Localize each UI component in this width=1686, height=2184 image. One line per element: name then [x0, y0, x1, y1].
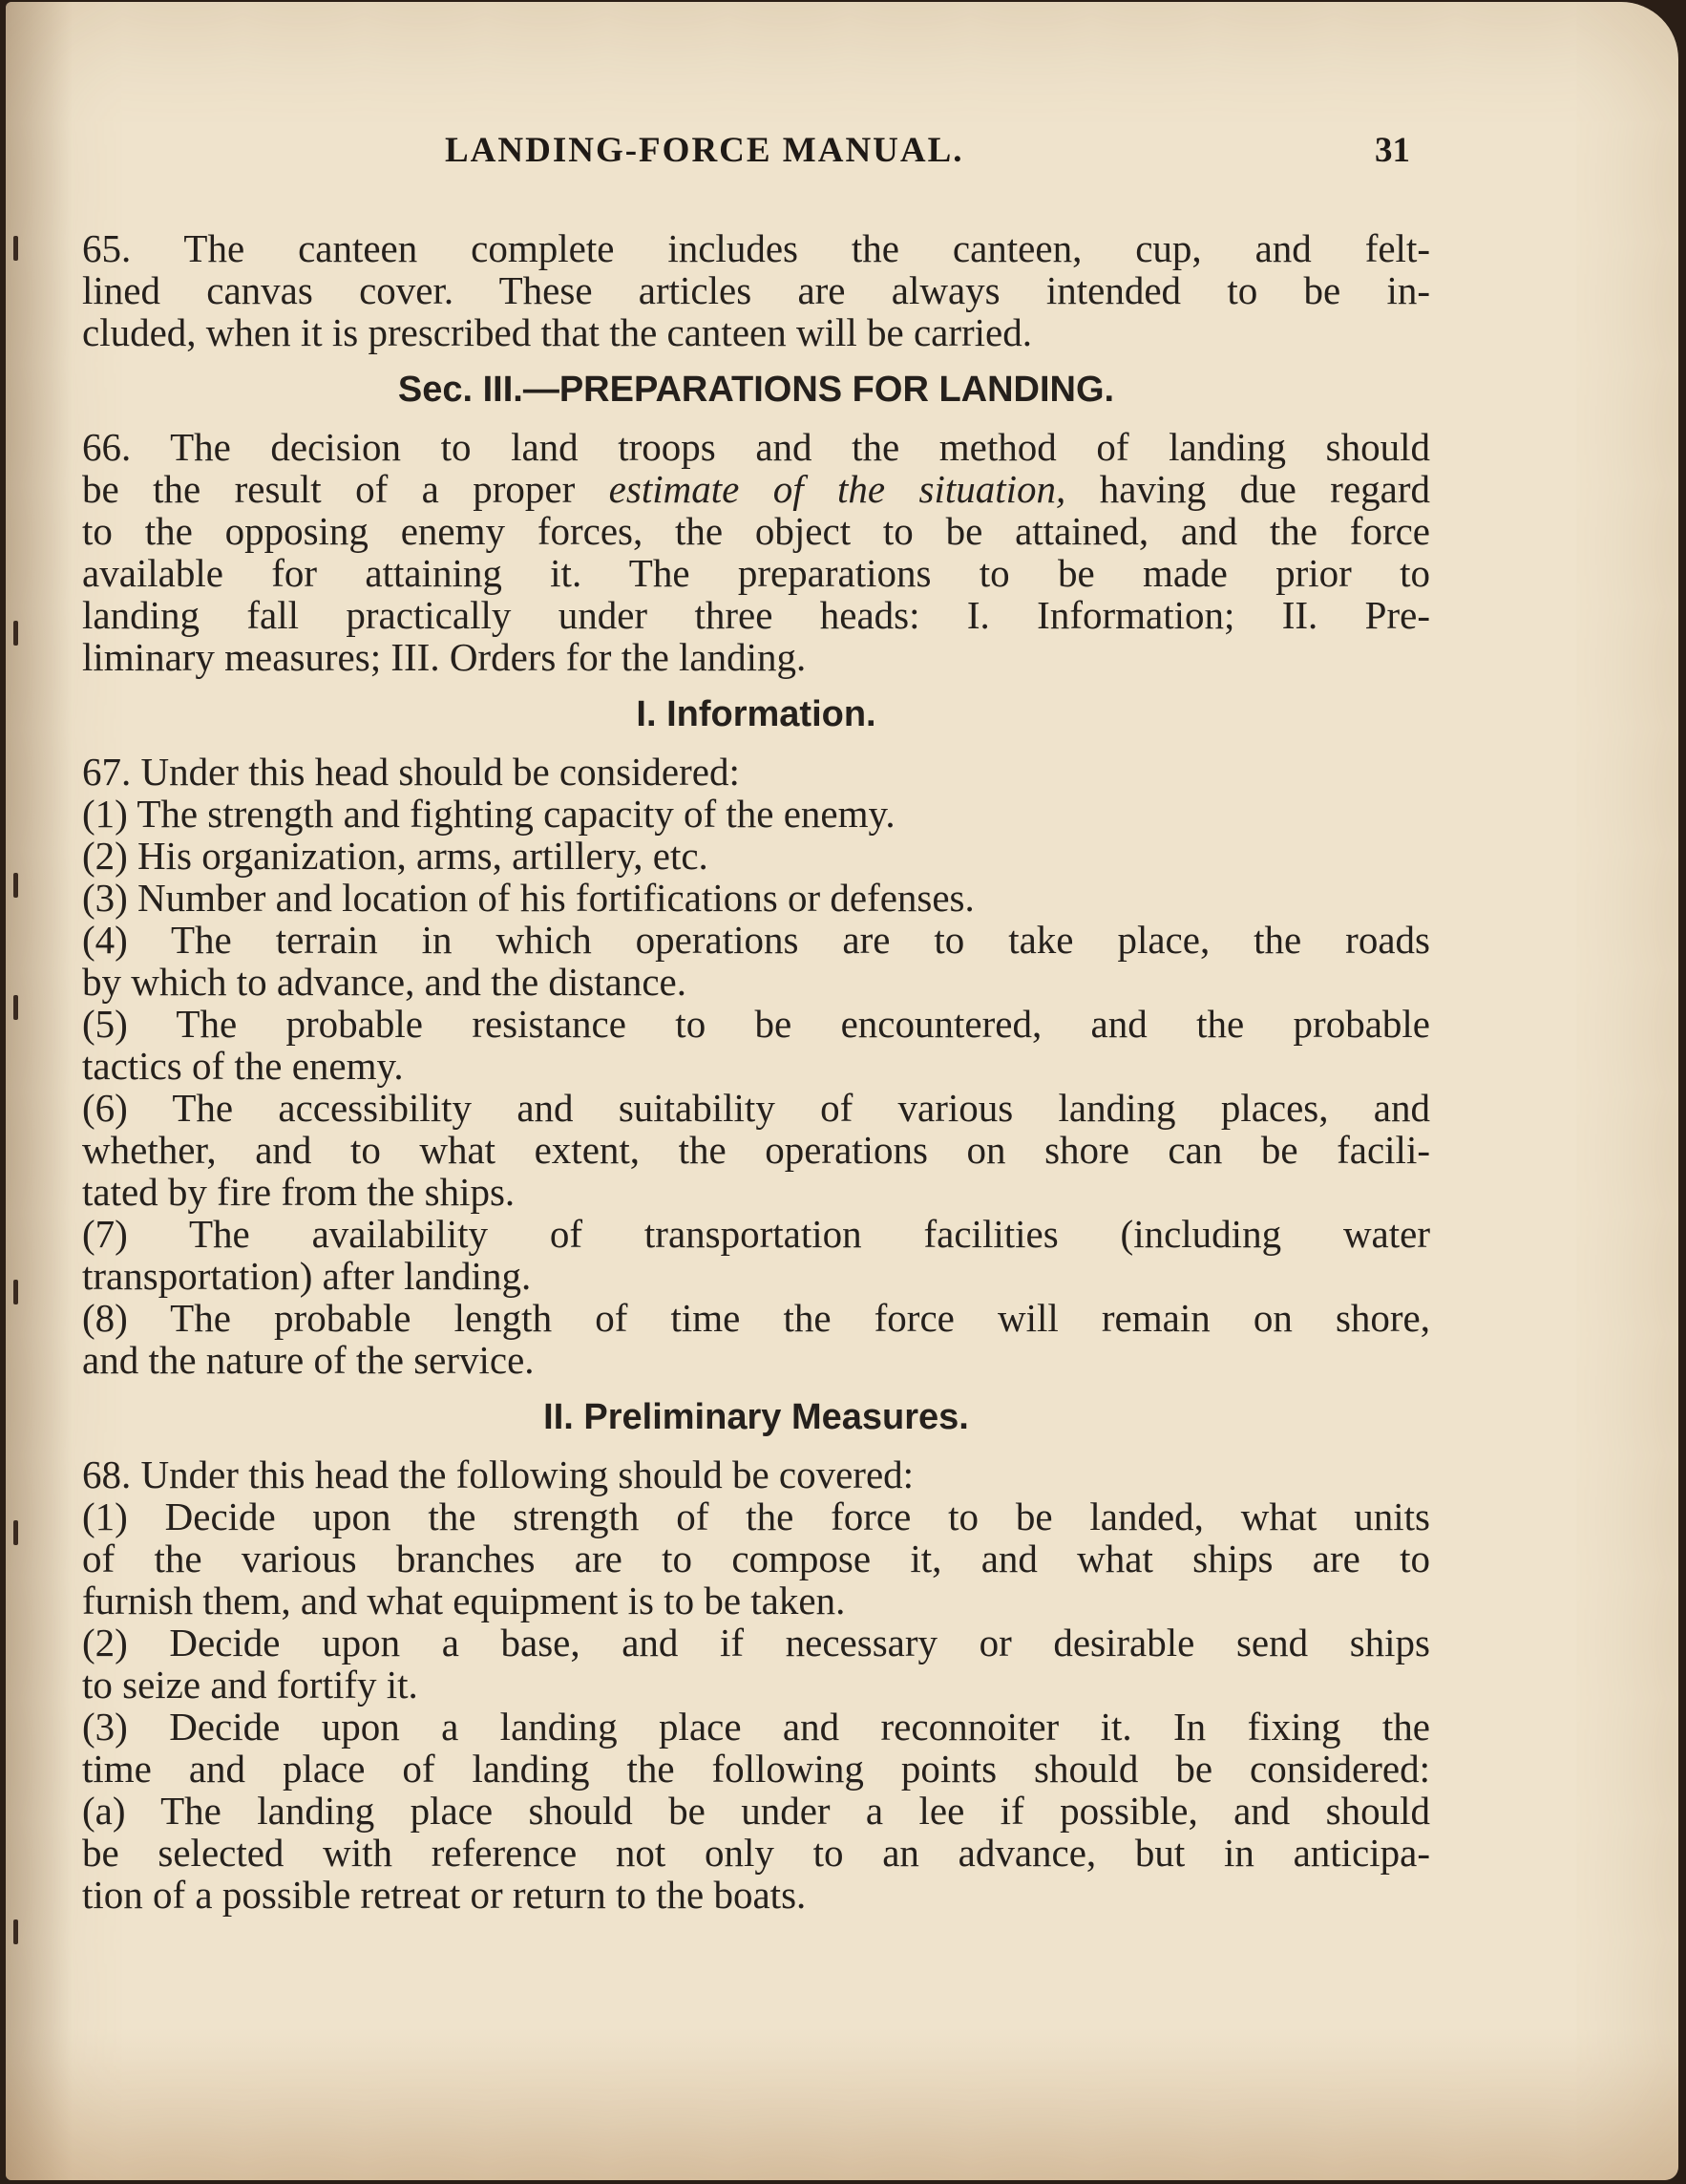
text-line: of the various branches are to compose it, and what ships are to	[82, 1537, 1430, 1580]
running-header: LANDING-FORCE MANUAL.	[445, 131, 964, 170]
text-line: to seize and fortify it.	[82, 1663, 418, 1707]
text-line: (2) Decide upon a base, and if necessary or desirable send ships	[82, 1621, 1430, 1665]
binding-mark	[13, 1919, 18, 1944]
page-number: 31	[1375, 131, 1410, 170]
page-gutter-shadow	[6, 2, 73, 2180]
text-line: (2) His organization, arms, artillery, etc.	[82, 834, 708, 878]
text-run: having due regard	[1065, 467, 1430, 511]
text-line: (3) Number and location of his fortifications or defenses.	[82, 876, 975, 920]
page-aging-stain	[6, 2027, 1678, 2180]
text-line: transportation) after landing.	[82, 1254, 532, 1298]
text-line: (1) Decide upon the strength of the force to be landed, what units	[82, 1495, 1430, 1538]
text-line: landing fall practically under three heads: I. Information; II. Pre-	[82, 593, 1430, 637]
binding-mark	[13, 873, 18, 898]
text-line: whether, and to what extent, the operations on shore can be facili-	[82, 1128, 1430, 1172]
section-heading: Sec. III.—PREPARATIONS FOR LANDING.	[397, 370, 1115, 410]
text-line: lined canvas cover. These articles are always intended to be in-	[82, 268, 1430, 312]
text-run: be the result of a proper	[82, 467, 609, 511]
text-line: by which to advance, and the distance.	[82, 960, 686, 1004]
text-line: and the nature of the service.	[82, 1338, 535, 1382]
text-line: liminary measures; III. Orders for the landing.	[82, 635, 807, 679]
text-line: (1) The strength and fighting capacity of the enemy.	[82, 792, 896, 836]
text-line: cluded, when it is prescribed that the canteen will be carried.	[82, 310, 1032, 354]
text-line: time and place of landing the following points should be considered:	[82, 1747, 1430, 1791]
text-line: to the opposing enemy forces, the object to be attained, and the force	[82, 509, 1430, 553]
text-line: tactics of the enemy.	[82, 1044, 404, 1088]
book-page	[6, 2, 1678, 2180]
text-line: (3) Decide upon a landing place and reconnoiter it. In fixing the	[82, 1705, 1430, 1749]
section-heading: I. Information.	[636, 694, 876, 734]
text-line	[82, 468, 1430, 510]
binding-mark	[13, 621, 18, 646]
text-line: available for attaining it. The preparations to be made prior to	[82, 551, 1430, 595]
text-line: (4) The terrain in which operations are to take place, the roads	[82, 918, 1430, 962]
section-heading: II. Preliminary Measures.	[543, 1397, 969, 1437]
text-line: (6) The accessibility and suitability of various landing places, and	[82, 1086, 1430, 1130]
text-line: tion of a possible retreat or return to the boats.	[82, 1873, 807, 1917]
binding-mark	[13, 995, 18, 1020]
text-line: (8) The probable length of time the force will remain on shore,	[82, 1296, 1430, 1340]
text-line: (a) The landing place should be under a lee if possible, and should	[82, 1789, 1430, 1833]
text-line: 65. The canteen complete includes the canteen, cup, and felt-	[82, 226, 1430, 270]
text-line: (7) The availability of transportation facilities (including water	[82, 1212, 1430, 1256]
text-line: furnish them, and what equipment is to be taken.	[82, 1579, 846, 1622]
text-line: be selected with reference not only to an advance, but in anticipa-	[82, 1831, 1430, 1875]
text-line: tated by fire from the ships.	[82, 1170, 516, 1214]
binding-mark	[13, 1280, 18, 1304]
text-line: (5) The probable resistance to be encountered, and the probable	[82, 1002, 1430, 1046]
text-line: 66. The decision to land troops and the method of landing should	[82, 425, 1430, 469]
body-text	[82, 227, 1430, 1916]
emphasis-text: estimate of the situation,	[608, 467, 1066, 511]
text-line: 67. Under this head should be considered:	[82, 750, 740, 794]
text-line: 68. Under this head the following should be covered:	[82, 1452, 915, 1496]
binding-mark	[13, 1520, 18, 1545]
binding-mark	[13, 236, 18, 261]
